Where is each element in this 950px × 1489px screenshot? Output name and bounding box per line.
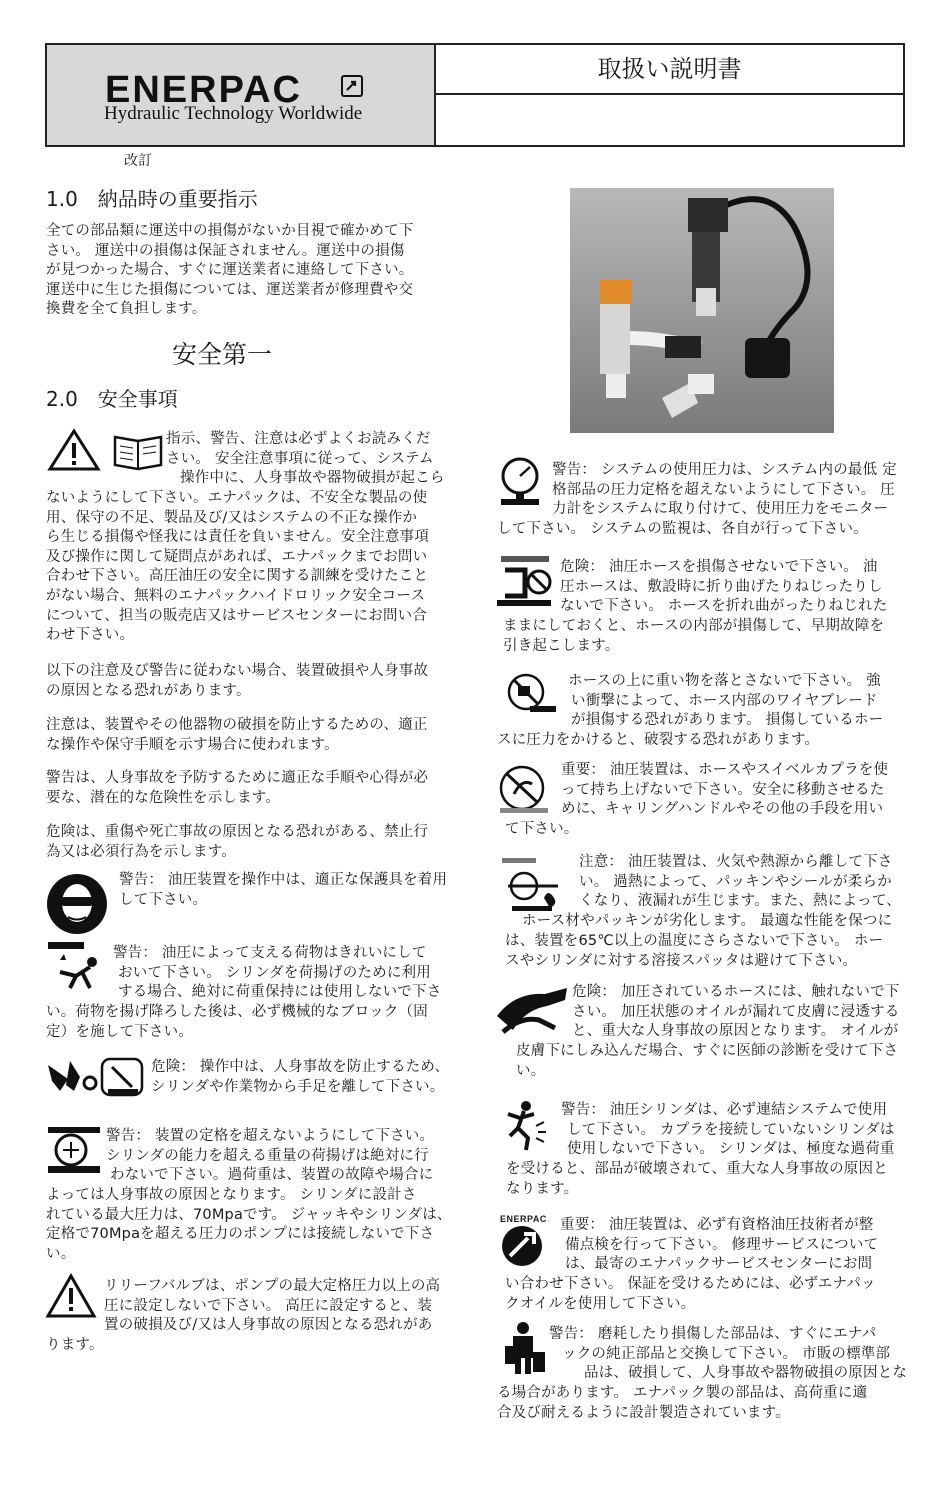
no-lift-by-hose-icon [492, 764, 554, 818]
text-line: 備点検を行って下さい。 修理サービスについて [565, 1236, 879, 1253]
text-line: 警告は、人身事故を予防するために適正な手順や心得が必 [46, 770, 429, 786]
text-line: い。 [516, 1062, 546, 1079]
warning-replace-parts-body [497, 1384, 867, 1423]
cylinder-burst-icon [500, 1100, 546, 1156]
overload-cylinder-icon [47, 1126, 101, 1178]
text-line: して下さい。 システムの監視は、各自が行って下さい。 [497, 521, 868, 537]
important-service-wrapped [560, 1216, 878, 1275]
text-line: 危険： 操作中は、人身事故を防止するため、 [151, 1059, 450, 1075]
text-line: 以下の注意及び警告に従わない場合、装置破損や人身事故 [46, 663, 429, 679]
text-line: 用、保守の不足、製品及び/又はシステムの不正な操作か [46, 509, 418, 526]
text-line: クオイルを使用して下さい。 [505, 1295, 696, 1312]
text-line: は、装置を65℃以上の温度にさらさないで下さい。 ホー [505, 933, 884, 949]
brand-tagline: Hydraulic Technology Worldwide [104, 103, 363, 124]
text-line: は、最寄のエナパックサービスセンターにお問 [565, 1256, 873, 1273]
text-line: 危険： 油圧ホースを損傷させないで下さい。 油 [560, 559, 878, 575]
text-line: 注意は、装置やその他器物の破損を防止するための、適正 [46, 717, 428, 733]
text-line: 合及び耐えるように設計製造されています。 [497, 1404, 790, 1421]
text-line: 引き起こします。 [503, 637, 620, 654]
text-line: い衝撃によって、ホース内部のワイヤブレード [571, 692, 878, 709]
text-line: を受けると、部品が破壊されて、重大な人身事故の原因と [506, 1161, 888, 1177]
text-line: が見つかった場合、すぐに運送業者に連絡して下さい。 [46, 262, 414, 279]
oil-injection-icon [495, 986, 571, 1042]
text-line: ないで下さい。 ホースを折れ曲がったりねじれた [560, 598, 888, 615]
text-line: 為又は必須行為を示します。 [46, 843, 236, 860]
text-line: スやシリンダに対する溶接スパッタは避けて下さい。 [505, 952, 858, 969]
text-line: さい。 安全注意事項に従って、システム [166, 450, 434, 467]
service-wrench-icon [500, 1214, 550, 1272]
text-line: 運送中に生じた損傷については、運送業者が修理費や交 [46, 281, 414, 298]
warning-system-pressure-wrapped [552, 461, 897, 520]
text-line: 品は、破損して、人身事故や器物破損の原因とな [584, 1365, 908, 1382]
hose-kink-icon [497, 556, 553, 610]
relief-valve-wrapped [104, 1277, 440, 1336]
text-line: 警告： 油圧装置を操作中は、適正な保護具を着用 [119, 872, 448, 888]
text-line: わないで下さい。過荷重は、装置の故障や場合に [110, 1167, 434, 1184]
brand-mark-icon [341, 75, 363, 97]
text-line: い。 [46, 1245, 76, 1262]
warning-triangle-icon [47, 428, 101, 476]
section-2-heading: 2.0 安全事項 [46, 387, 178, 411]
text-line: と、重大な人身事故の原因となります。 オイルが [572, 1023, 899, 1040]
text-line: する場合、絶対に荷重保持には使用しないで下さ [118, 984, 442, 1001]
logo-cell [47, 45, 436, 145]
danger-hose-damage-wrapped [560, 558, 887, 617]
warning-protective-gear [119, 871, 447, 910]
text-line: 危険は、重傷や死亡事故の原因となる恐れがある、禁止行 [46, 824, 429, 840]
text-line: て下さい。 [505, 821, 579, 837]
text-line: ックの純正部品と交換して下さい。 市販の標準部 [562, 1345, 891, 1362]
text-line: な操作や保守手順を示す場合に使われます。 [46, 736, 339, 753]
section-1-heading: 1.0 納品時の重要指示 [46, 187, 258, 211]
danger-keep-hands-away [151, 1058, 449, 1097]
danger-hose-damage-body [503, 617, 884, 656]
text-line: について、担当の販売店又はサービスセンターにお問い合 [46, 607, 428, 624]
text-line: 圧ホースは、敷設時に折り曲げたりねじったりし [560, 578, 883, 595]
text-line: 重要： 油圧装置は、必ず有資格油圧技術者が整 [560, 1217, 874, 1233]
safety-goggles-icon [46, 873, 108, 939]
no-heavy-object-icon [500, 672, 558, 722]
text-line: ままにしておくと、ホースの内部が損傷して、早期故障を [503, 618, 885, 634]
safety-intro-wrapped [166, 430, 445, 489]
important-service-body [505, 1275, 876, 1314]
paragraph-caution-definition [46, 716, 428, 755]
text-line: い合わせ下さい。 保証を受けるためには、必ずエナパッ [505, 1276, 876, 1292]
important-no-lift-by-hose-wrapped [561, 761, 888, 820]
text-line: さい。 加圧状態のオイルが漏れて皮膚に浸透する [572, 1003, 900, 1020]
text-line: 定格で70Mpaを超える圧力のポンプには接続しないで下さ [46, 1226, 435, 1243]
text-line: 重要： 油圧装置は、ホースやスイベルカプラを使 [561, 762, 889, 778]
section-1-body [46, 222, 414, 320]
product-photo [570, 188, 834, 433]
text-line: よっては人身事故の原因となります。 シリンダに設計さ [46, 1187, 417, 1203]
warning-load-support-body [46, 1003, 428, 1042]
text-line: 警告： 装置の定格を超えないようにして下さい。 [106, 1128, 435, 1144]
text-line: って持ち上げないで下さい。安全に移動させるた [561, 781, 885, 798]
hand-pinch-icon [46, 1055, 146, 1101]
text-line: る場合があります。 エナパック製の部品は、高荷重に適 [497, 1385, 868, 1401]
text-line: さい。 運送中の損傷は保証されません。運送中の損傷 [46, 242, 405, 259]
text-line: なります。 [506, 1180, 579, 1197]
text-line: して下さい。 カプラを接続していないシリンダは [567, 1121, 895, 1138]
text-line: 警告： 油圧によって支える荷物はきれいにして [113, 945, 427, 961]
warning-coupled-cylinder-body [506, 1160, 888, 1199]
danger-pressurized-hose-wrapped [572, 983, 899, 1042]
enerpac-mini-logo: ENERPAC [500, 1214, 547, 1224]
text-line: シリンダや作業物から手足を離して下さい。 [151, 1078, 445, 1095]
text-line: めに、キャリングハンドルやその他の手段を用い [561, 801, 884, 818]
text-line: 操作中に、人身事故や器物破損が起こら [180, 470, 445, 487]
text-line: 注意： 油圧装置は、火気や熱源から離して下さ [579, 854, 893, 870]
text-line: 皮膚下にしみ込んだ場合、すぐに医師の診断を受けて下さ [516, 1043, 899, 1059]
caution-heat-body-b [505, 932, 883, 971]
text-line: くなり、液漏れが生じます。また、熱によって、 [579, 893, 901, 910]
text-line: が損傷する恐れがあります。 損傷しているホー [571, 712, 884, 729]
text-line: の原因となる恐れがあります。 [46, 682, 251, 699]
brand-logo: ENERPAC [105, 69, 302, 111]
warning-system-pressure-body [497, 520, 868, 540]
pressure-gauge-icon [497, 457, 543, 511]
falling-load-icon [46, 942, 108, 994]
text-line: わせ下さい。 [46, 627, 135, 644]
text-line: ホース材やパッキンが劣化します。 最適な性能を保つに [522, 913, 893, 929]
text-line: 警告： システムの使用圧力は、システム内の最低 定 [552, 462, 897, 478]
text-line: 指示、警告、注意は必ずよくお読みくだ [166, 431, 431, 447]
text-line: ら生じる損傷や怪我には責任を負いません。安全注意事項 [46, 529, 430, 546]
text-line: い。 過熱によって、パッキンやシールが柔らか [579, 873, 892, 890]
text-line: 格部品の圧力定格を超えないようにして下さい。 圧 [552, 481, 895, 498]
warning-coupled-cylinder-wrapped [561, 1101, 895, 1160]
paragraph-warning-definition [46, 769, 428, 808]
caution-heat-body-a [522, 912, 892, 932]
warning-rated-capacity-wrapped [106, 1127, 434, 1186]
paragraph-consequence [46, 662, 428, 701]
text-line: して下さい。 [119, 891, 208, 908]
text-line: 危険： 加圧されているホースには、触れないで下 [572, 984, 900, 1000]
warning-rated-capacity-body [46, 1186, 452, 1264]
text-line: ホースの上に重い物を落とさないで下さい。 強 [568, 673, 881, 689]
text-line: ないようにして下さい。エナパックは、不安全な製品の使 [46, 490, 428, 506]
text-line: 使用しないで下さい。 シリンダは、極度な過荷重 [567, 1141, 895, 1158]
relief-valve-body [46, 1336, 104, 1356]
danger-pressurized-hose-body [516, 1042, 898, 1081]
text-line: 力計をシステムに取り付けて、使用圧力をモニター [552, 501, 889, 518]
text-line: スに圧力をかけると、破裂する恐れがあります。 [497, 732, 820, 748]
warning-triangle-icon [45, 1273, 97, 1323]
caution-heat-wrapped [579, 853, 901, 912]
text-line: 要な、潜在的な危険性を示します。 [46, 789, 281, 806]
safety-intro-body [46, 489, 429, 646]
document-title: 取扱い説明書 [436, 45, 903, 95]
replacement-parts-icon [503, 1322, 547, 1380]
warning-load-support-wrapped [113, 944, 441, 1003]
text-line: 警告： 磨耗したり損傷した部品は、すぐにエナパ [549, 1326, 877, 1342]
revision-label: 改訂 [124, 153, 152, 169]
text-line: 置の破損及び/又は人身事故の原因となる恐れがあ [104, 1317, 433, 1334]
text-line: リリーフバルブは、ポンプの最大定格圧力以上の高 [104, 1278, 441, 1294]
text-line: がない場合、無料のエナパックハイドロリック安全コース [46, 587, 426, 604]
text-line: 換費を全て負担します。 [46, 301, 207, 318]
text-line: 全ての部品類に運送中の損傷がないか目視で確かめて下 [46, 223, 414, 239]
text-line: 警告： 油圧シリンダは、必ず連結システムで使用 [561, 1102, 888, 1118]
text-line: れている最大圧力は、70Mpaです。 ジャッキやシリンダは、 [46, 1206, 452, 1223]
heat-source-icon [498, 858, 572, 918]
text-line: 圧に設定しないで下さい。 高圧に設定すると、装 [104, 1297, 433, 1314]
text-line: おいて下さい。 シリンダを荷揚げのために利用 [118, 964, 431, 981]
document-header [45, 43, 905, 147]
text-line: 定）を施して下さい。 [46, 1023, 193, 1040]
warning-replace-parts-wrapped [549, 1325, 907, 1384]
safety-first-heading: 安全第一 [172, 340, 273, 369]
text-line: い。荷物を揚げ降ろした後は、必ず機械的なブロック（固 [46, 1004, 428, 1020]
open-book-icon [112, 432, 164, 476]
text-line: シリンダの能力を超える重量の荷揚げは絶対に行 [106, 1147, 429, 1164]
important-no-lift-by-hose-body [505, 820, 579, 840]
text-line: ります。 [46, 1337, 104, 1353]
hose-heavy-object-body [497, 731, 819, 751]
text-line: 合わせ下さい。高圧油圧の安全に関する訓練を受けたこと [46, 568, 429, 585]
hose-heavy-object-wrapped [568, 672, 883, 731]
paragraph-danger-definition [46, 823, 428, 862]
text-line: 及び操作に関して疑問点があれば、エナパックまでお問い [46, 548, 428, 565]
